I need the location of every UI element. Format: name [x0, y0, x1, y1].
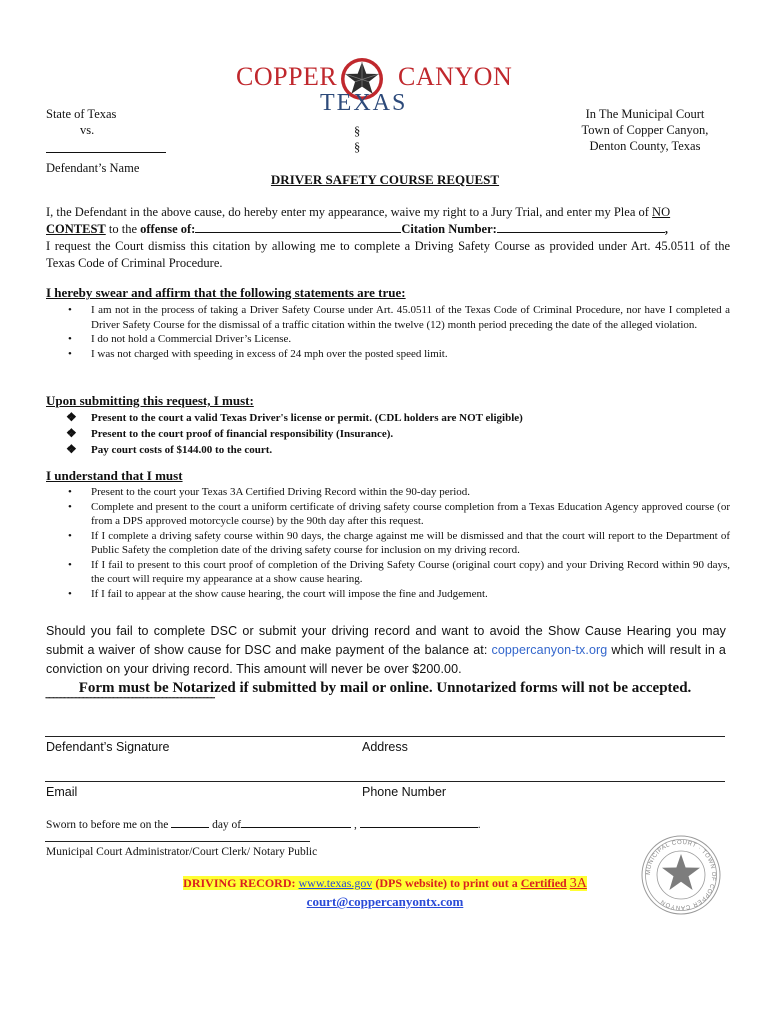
court-line-2: Town of Copper Canyon,: [581, 123, 709, 137]
list-item: • Present to the court your Texas 3A Certified Driving Record within the 90-day period.: [46, 485, 730, 500]
understand-list: [46, 485, 730, 601]
sworn-statement: [46, 817, 481, 833]
sworn-year-field[interactable]: [360, 817, 478, 828]
plea-statement: I, the Defendant in the above cause, do hereby enter my appearance, waive my right to a Jury Trial, and enter my Plea of NO CONTEST to the offense of: Citation Number: , I request the Court dismiss this citation by allowing me to complete a Driving Safety Course as provided under Art. 45.0511 of the Texas Code of Criminal Procedure.: [46, 205, 730, 270]
court-line-3: Denton County, Texas: [589, 139, 701, 153]
seal-text: MUNICIPAL COURT · TOWN OF COPPER CANYON: [645, 839, 717, 911]
list-item: • I was not charged with speeding in excess of 24 mph over the posted speed limit.: [46, 347, 730, 362]
sworn-day-of: day of: [209, 819, 242, 831]
form-title: DRIVER SAFETY COURSE REQUEST: [270, 172, 500, 187]
notarize-warning: Form must be Notarized if submitted by mail or online. Unnotarized forms will not be accepted.: [78, 680, 692, 696]
section-symbol: §: [354, 140, 361, 154]
offense-label: offense of:: [140, 222, 196, 236]
court-email-link[interactable]: court@coppercanyontx.com: [306, 894, 464, 909]
must-list: [46, 410, 730, 458]
must-section: [46, 393, 730, 458]
list-item: • I do not hold a Commercial Driver’s License.: [46, 332, 730, 347]
citation-number-field[interactable]: [497, 221, 665, 233]
sworn-text: Sworn to before me on the: [46, 819, 172, 831]
dsc-request-text: I request the Court dismiss this citation by allowing me to complete a Driving Safety Course as provided under Art. 45.0511 of the Texas Code of Criminal Procedure.: [46, 239, 730, 270]
plea-to: to the: [105, 222, 141, 236]
list-item: • If I fail to appear at the show cause hearing, the court will impose the fine and Judgement.: [46, 587, 730, 602]
plea-text: I, the Defendant in the above cause, do hereby enter my appearance, waive my right to a Jury Trial, and enter my Plea of: [46, 205, 653, 219]
logo-word-canyon: CANYON: [398, 62, 513, 91]
three-a-text: 3A: [569, 876, 587, 891]
waiver-text: Should you fail to complete DSC or submit your driving record and want to avoid the Show Cause Hearing you may submit a waiver of show cause for DSC and make payment of the balance at:: [46, 624, 726, 657]
plea-no: NO: [652, 205, 671, 219]
list-item: ❖ Pay court costs of $144.00 to the court.: [46, 442, 730, 458]
driving-record-label: DRIVING RECORD:: [183, 876, 296, 890]
clerk-label: Municipal Court Administrator/Court Clerk/ Notary Public: [46, 846, 318, 858]
plea-contest: CONTEST: [46, 222, 106, 236]
list-item: • Complete and present to the court a uniform certificate of driving safety course completion from a Texas Education Agency approved course (or from a DPS approved motorcycle course) by the 90th day after this request.: [46, 500, 730, 529]
phone-number-label: Phone Number: [362, 785, 447, 799]
court-line-1: In The Municipal Court: [585, 107, 705, 121]
state-label: State of Texas: [46, 107, 117, 121]
email-label: Email: [46, 785, 78, 799]
sworn-month-field[interactable]: [241, 817, 351, 828]
section-symbol: §: [354, 124, 361, 138]
driving-record-note: [0, 876, 770, 892]
list-item: • If I complete a driving safety course within 90 days, the charge against me will be dismissed and that the court will report to the Department of Public Safety the completion date of the driving safety course for inclusion on my driving record.: [46, 529, 730, 558]
list-item: ❖ Present to the court a valid Texas Driver's license or permit. (CDL holders are NOT eligible): [46, 410, 730, 426]
defendant-name-label: Defendant’s Name: [46, 161, 140, 175]
must-heading: Upon submitting this request, I must:: [46, 393, 254, 408]
court-caption-right: [555, 106, 735, 154]
sworn-comma: ,: [351, 819, 360, 831]
payment-website-link[interactable]: coppercanyon-tx.org: [491, 643, 608, 657]
driving-record-text: (DPS website) to print out a: [372, 876, 521, 890]
defendant-signature-label: Defendant’s Signature: [46, 740, 170, 754]
case-caption-left: [46, 106, 226, 176]
swear-section: [46, 285, 730, 361]
waiver-text-end: which will result in a conviction on your driving record. This amount will never be over $200.00.: [46, 643, 726, 676]
understand-section: [46, 468, 730, 601]
swear-list: [46, 303, 730, 361]
list-item: ❖ Present to the court proof of financial responsibility (Insurance).: [46, 426, 730, 442]
understand-heading: I understand that I must: [46, 468, 183, 483]
logo-word-copper: COPPER: [236, 62, 338, 91]
email-phone-line[interactable]: [45, 781, 725, 782]
sworn-period: .: [477, 819, 481, 831]
signature-address-line[interactable]: [45, 736, 725, 737]
section-symbols: [354, 123, 384, 155]
sworn-day-field[interactable]: [171, 817, 209, 828]
copper-canyon-logo: [232, 56, 513, 120]
waiver-paragraph: [46, 622, 726, 679]
logo-word-texas: TEXAS: [320, 90, 408, 116]
dotted-divider: '''''''''''''''''''''''''''''''''''''''''''''''''''''''''''''''''''''''''''''''''''''''''''''''''''''''''''''''''''''''''''''''''''''''''''''''''''''''''''''''''''''''''''''''''''''''''''''''''''''''''''''''''''''''''''''''''''''''''''''''''''''''''''''''''''''''''''''''''''''''''''''''''''''''''''''''''''''''''''''''''''''''''''''''''''''''''''''''''''''''''''''''''''''''''''''''': [45, 697, 215, 703]
texas-gov-link[interactable]: www.texas.gov: [298, 876, 373, 890]
certified-text: Certified: [520, 876, 567, 890]
list-item: • I am not in the process of taking a Driver Safety Course under Art. 45.0511 of the Texas Code of Criminal Procedure, nor have I completed a Driver Safety Course for the dismissal of a traffic citation within the twelve (12) month period preceding the date of the alleged violation.: [46, 303, 730, 332]
defendant-name-line: [46, 138, 226, 157]
address-label: Address: [362, 740, 408, 754]
offense-field[interactable]: [195, 221, 401, 233]
citation-number-label: Citation Number:: [401, 222, 497, 236]
vs-label: vs.: [80, 123, 95, 137]
swear-heading: I hereby swear and affirm that the following statements are true:: [46, 285, 406, 300]
clerk-signature-line[interactable]: [45, 841, 310, 842]
list-item: • If I fail to present to this court proof of completion of the Driving Safety Course (original court copy) and your Driving Record within 90 days, the court will require my appearance at a show cause hearing.: [46, 558, 730, 587]
